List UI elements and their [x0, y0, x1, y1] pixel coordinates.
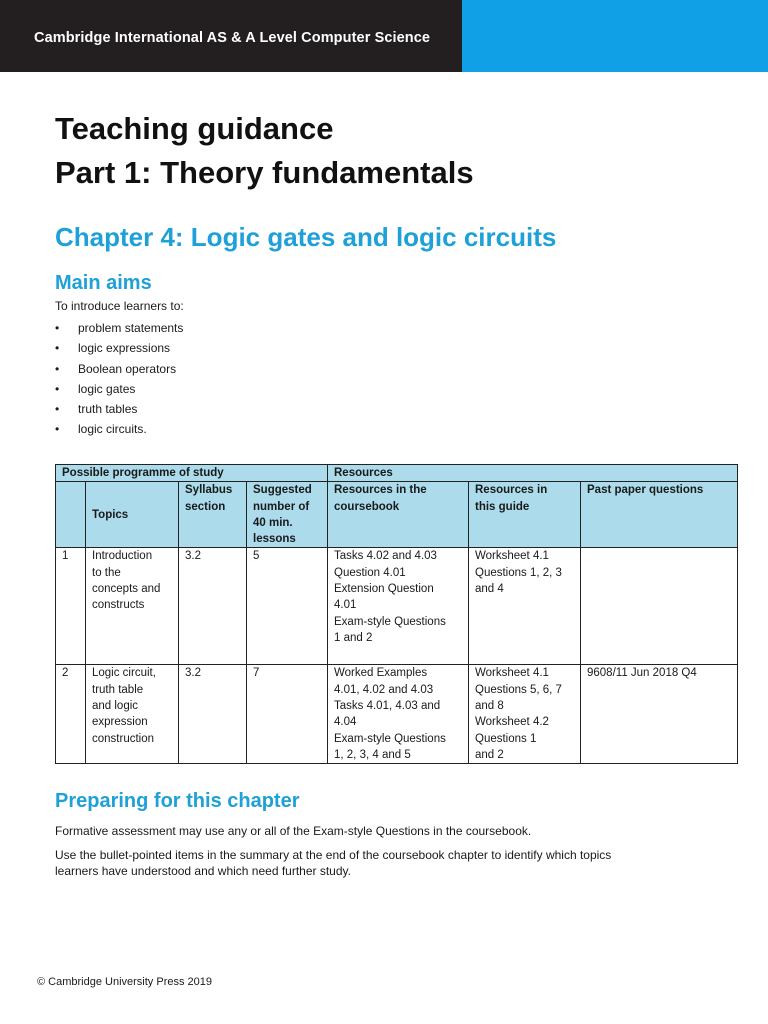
column-header-text: this guide: [475, 500, 530, 513]
main-aims-intro: To introduce learners to:: [55, 299, 184, 313]
bullet-icon: •: [55, 361, 60, 376]
row-past-papers: 9608/11 Jun 2018 Q4: [581, 665, 738, 764]
column-header-text: coursebook: [334, 500, 400, 513]
list-item: [55, 360, 183, 380]
cell-text: Worksheet 4.2: [475, 716, 549, 729]
cell-text: construction: [92, 732, 155, 745]
list-item-text: logic gates: [78, 381, 136, 396]
column-header-text: Syllabus: [185, 484, 233, 497]
list-item: [55, 380, 183, 400]
cell-text: constructs: [92, 599, 145, 612]
row-number: 1: [56, 548, 86, 665]
cell-text: Logic circuit,: [92, 667, 156, 680]
cell-text: Exam-style Questions: [334, 732, 446, 745]
list-item-text: Boolean operators: [78, 361, 177, 376]
table-group-header-row: [56, 465, 738, 482]
programme-of-study-table: [55, 464, 738, 764]
list-item: [55, 339, 183, 359]
header-title: Cambridge International AS & A Level Computer Science: [34, 30, 431, 46]
chapter-title: Chapter 4: Logic gates and logic circuits: [55, 222, 557, 252]
copyright-footer: © Cambridge University Press 2019: [37, 976, 213, 988]
column-header-guide: [469, 482, 581, 548]
cell-text: Tasks 4.02 and 4.03: [334, 550, 437, 563]
list-item-text: truth tables: [78, 402, 138, 417]
cell-text: 4.01, 4.02 and 4.03: [334, 683, 434, 696]
page-title-line-1: Teaching guidance: [55, 111, 334, 146]
cell-text: 1 and 2: [334, 631, 373, 644]
column-header-lessons: [247, 482, 328, 548]
cell-text: Worksheet 4.1: [475, 550, 549, 563]
cell-text: 4.01: [334, 599, 357, 612]
column-header-syllabus: [179, 482, 247, 548]
bullet-icon: •: [55, 422, 60, 437]
cell-text: and 4: [475, 583, 504, 596]
cell-text: Questions 1, 2, 3: [475, 566, 562, 579]
column-header-text: number of: [253, 500, 310, 513]
row-number: 2: [56, 665, 86, 764]
column-header-text: section: [185, 500, 226, 513]
cell-text: expression: [92, 716, 148, 729]
cell-text: truth table: [92, 683, 144, 696]
list-item: [55, 319, 183, 339]
column-header-topics: Topics: [86, 482, 179, 548]
bullet-icon: •: [55, 341, 60, 356]
cell-text: Introduction: [92, 550, 153, 563]
row-topic: [86, 665, 179, 764]
resources-group-header: Resources: [328, 465, 738, 482]
preparing-paragraph-1: Formative assessment may use any or all of the Exam-style Questions in the coursebook.: [55, 824, 532, 838]
bullet-icon: •: [55, 321, 60, 335]
row-syllabus: 3.2: [179, 548, 247, 665]
preparing-heading: Preparing for this chapter: [55, 790, 300, 812]
column-header-text: Resources in: [475, 484, 548, 497]
page-title: [55, 107, 474, 195]
main-aims-list: [55, 319, 183, 441]
column-header-past-papers: Past paper questions: [581, 482, 738, 548]
list-item: [55, 420, 183, 440]
column-header-text: 40 min.: [253, 516, 293, 529]
programme-group-header: Possible programme of study: [56, 465, 328, 482]
row-coursebook: [328, 548, 469, 665]
cell-text: Tasks 4.01, 4.03 and: [334, 700, 441, 713]
cell-text: Questions 1: [475, 732, 537, 745]
page-title-line-2: Part 1: Theory fundamentals: [55, 155, 474, 190]
cell-text: and logic: [92, 700, 139, 713]
table-row: [56, 548, 738, 665]
row-coursebook: [328, 665, 469, 764]
row-lessons: 7: [247, 665, 328, 764]
bullet-icon: •: [55, 402, 60, 417]
cell-text: Worked Examples: [334, 667, 428, 680]
table-column-header-row: [56, 482, 738, 548]
bullet-icon: •: [55, 381, 60, 396]
table-row: [56, 665, 738, 764]
main-aims-heading: Main aims: [55, 272, 152, 294]
list-item-text: logic expressions: [78, 341, 171, 356]
cell-text: to the: [92, 566, 121, 579]
cell-text: Worksheet 4.1: [475, 667, 549, 680]
header-bar: [0, 0, 768, 72]
column-header-coursebook: [328, 482, 469, 548]
cell-text: concepts and: [92, 583, 161, 596]
cell-text: Questions 5, 6, 7: [475, 683, 562, 696]
row-lessons: 5: [247, 548, 328, 665]
column-header-number: [56, 482, 86, 548]
cell-text: 1, 2, 3, 4 and 5: [334, 748, 411, 761]
cell-text: 4.04: [334, 716, 357, 729]
list-item: [55, 400, 183, 420]
column-header-text: lessons: [253, 533, 296, 546]
cell-text: and 8: [475, 700, 504, 713]
list-item-text: logic circuits.: [78, 422, 147, 437]
column-header-text: Resources in the: [334, 484, 427, 497]
cell-text: Question 4.01: [334, 566, 406, 579]
cell-text: and 2: [475, 748, 504, 761]
row-guide: [469, 665, 581, 764]
cell-text: Extension Question: [334, 583, 434, 596]
preparing-paragraph-2: [55, 847, 611, 879]
cell-text: Exam-style Questions: [334, 615, 446, 628]
paragraph-line: Use the bullet-pointed items in the summary at the end of the coursebook chapter to identify which topics: [55, 848, 612, 862]
row-syllabus: 3.2: [179, 665, 247, 764]
column-header-text: Suggested: [253, 484, 312, 497]
row-topic: [86, 548, 179, 665]
header-accent-panel: [462, 0, 768, 72]
list-item-text: problem statements: [78, 321, 184, 335]
paragraph-line: learners have understood and which need further study.: [55, 864, 351, 878]
row-past-papers: [581, 548, 738, 665]
row-guide: [469, 548, 581, 665]
